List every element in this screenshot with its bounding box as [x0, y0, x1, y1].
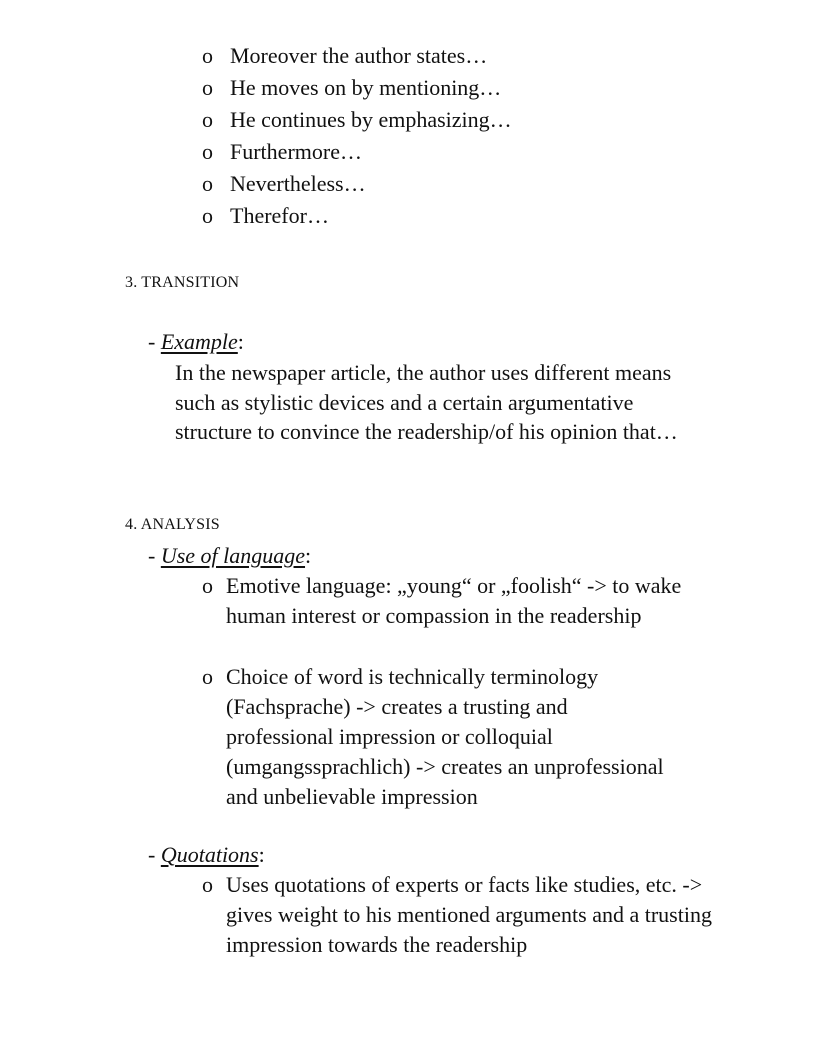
list-item: o Uses quotations of experts or facts like studies, etc. -> gives weight to his mentioned arguments and a trusting impression towards the readership	[202, 872, 712, 957]
example-label-line: - Example:	[148, 329, 244, 354]
section-heading-analysis: 4. ANALYSIS	[125, 516, 220, 533]
hollow-bullet-icon: o	[202, 139, 213, 164]
list-item: o Therefor…	[202, 200, 512, 232]
list-item: o Emotive language: „young“ or „foolish“ -> to wake human interest or compassion in the readership	[202, 573, 682, 628]
example-paragraph: In the newspaper article, the author uses different means such as stylistic devices and a certain argumentative structure to convince the readership/of his opinion that…	[175, 360, 678, 444]
list-item: o Nevertheless…	[202, 168, 512, 200]
quotations-label-line: - Quotations:	[148, 842, 265, 867]
example-label: Example	[160, 329, 238, 354]
hollow-bullet-icon: o	[202, 43, 213, 68]
language-label-line: - Use of language:	[148, 543, 312, 568]
hollow-bullet-icon: o	[202, 75, 213, 100]
use-of-language-label: Use of language	[160, 543, 306, 568]
hollow-bullet-icon: o	[202, 573, 213, 598]
list-item: o He moves on by mentioning…	[202, 72, 512, 104]
connector-phrase-list	[202, 40, 512, 232]
hollow-bullet-icon: o	[202, 872, 213, 897]
list-item: o Moreover the author states…	[202, 40, 512, 72]
list-item: o Choice of word is technically terminology (Fachsprache) -> creates a trusting and professional impression or colloquial (umgangssprachlich) -> creates an unprofessional and unbelievable impression	[202, 664, 664, 809]
hollow-bullet-icon: o	[202, 664, 213, 689]
section-heading-transition: 3. TRANSITION	[125, 274, 240, 291]
list-item: o Furthermore…	[202, 136, 512, 168]
list-item: o He continues by emphasizing…	[202, 104, 512, 136]
hollow-bullet-icon: o	[202, 203, 213, 228]
hollow-bullet-icon: o	[202, 107, 213, 132]
quotations-label: Quotations	[160, 842, 259, 867]
hollow-bullet-icon: o	[202, 171, 213, 196]
